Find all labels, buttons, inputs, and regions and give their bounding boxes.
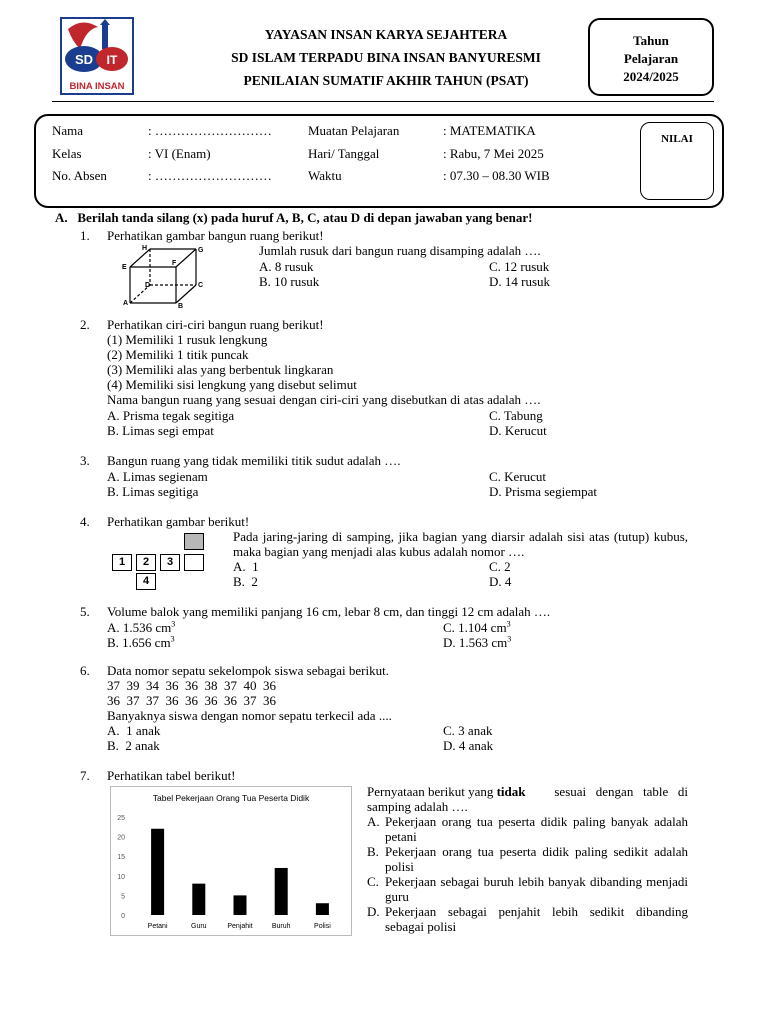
net-cell-4: 4 [136,573,156,590]
vertex-g-label: G [198,247,204,254]
score-box[interactable] [640,122,714,200]
bar-petani [151,829,164,915]
waktu-label: Waktu [308,168,342,183]
q3-option-b[interactable]: B. Limas segitiga [107,484,199,499]
q2-item-4: (4) Memiliki sisi lengkung yang disebut selimut [107,377,357,392]
hari-label: Hari/ Tanggal [308,146,380,161]
q2-item-1: (1) Memiliki 1 rusuk lengkung [107,332,268,347]
q7-number: 7. [80,768,90,783]
x-tick-label: Penjahit [227,923,253,930]
year-label-2: Pelajaran [623,51,679,66]
q5-option-b[interactable]: B. 1.656 $cm^3$ [107,634,175,650]
logo-it-text: IT [106,53,118,67]
nama-field[interactable]: : ……………………… [148,123,272,138]
q2-option-b[interactable]: B. Limas segi empat [107,423,214,438]
net-cell-2: 2 [136,554,156,571]
logo-sd-text: SD [74,52,94,67]
vertex-h-label: H [142,245,148,252]
q1-option-c[interactable]: C. 12 rusuk [489,259,550,274]
q5-text: Volume balok yang memiliki panjang 16 cm, lebar 8 cm, dan tinggi 12 cm adalah …. [107,604,551,619]
waktu-value: : 07.30 – 08.30 WIB [443,168,550,183]
q2-text: Perhatikan ciri-ciri bangun ruang berikut! [107,317,324,332]
school-year-box [588,18,714,96]
logo-bottom-text: BINA INSAN [69,81,125,92]
q1-option-a[interactable]: A. 8 rusuk [259,259,314,274]
q4-option-c[interactable]: C. 2 [489,559,511,574]
q7-option-d-letter[interactable]: D. [367,904,380,919]
foundation-name: YAYASAN INSAN KARYA SEJAHTERA [264,27,508,42]
year-label-1: Tahun [633,33,669,48]
net-cell-blank [184,554,204,571]
q6-text: Data nomor sepatu sekelompok siswa sebagai berikut. [107,663,389,678]
q4-option-d[interactable]: D. 4 [489,574,512,589]
exam-title: PENILAIAN SUMATIF AKHIR TAHUN (PSAT) [243,73,529,88]
q3-text: Bangun ruang yang tidak memiliki titik sudut adalah …. [107,453,401,468]
muatan-value: : MATEMATIKA [443,123,536,138]
x-tick-label: Buruh [271,923,291,930]
q6-question: Banyaknya siswa dengan nomor sepatu terkecil ada .... [107,708,392,723]
q1-text: Perhatikan gambar bangun ruang berikut! [107,228,324,243]
y-tick-label: 10 [117,873,125,881]
q7-question: sesuai dengan table di samping adalah …. [367,784,689,814]
q3-number: 3. [80,453,90,468]
q5-option-c[interactable]: C. 1.104 $cm^3$ [443,619,511,635]
q2-item-2: (2) Memiliki 1 titik puncak [107,347,249,362]
q1-question: Jumlah rusuk dari bangun ruang disamping adalah …. [259,243,541,258]
vertex-b-label: B [178,303,184,309]
q3-option-d[interactable]: D. Prisma segiempat [489,484,597,499]
q7-option-a-letter[interactable]: A. [367,814,380,829]
y-tick-label: 15 [117,854,125,862]
x-tick-label: Polisi [314,923,331,930]
net-cell-1: 1 [112,554,132,571]
q6-option-d[interactable]: D. 4 anak [443,738,494,753]
muatan-label: Muatan Pelajaran [308,123,400,138]
q4-option-a[interactable]: A. 1 [233,559,259,574]
q4-number: 4. [80,514,90,529]
q6-data-row-1: 37 39 34 36 36 38 37 40 36 [107,678,276,693]
q4-option-b[interactable]: B. 2 [233,574,258,589]
hari-value: : Rabu, 7 Mei 2025 [443,146,544,161]
net-shaded-cell [184,533,204,550]
q1-cuboid-figure [118,243,210,313]
q7-option-b[interactable]: Pekerjaan orang tua peserta didik paling sedikit adalah polisi [385,844,688,874]
q7-bar-chart [110,786,352,936]
vertex-e-label: E [122,264,127,271]
q2-option-a[interactable]: A. Prisma tegak segitiga [107,408,235,423]
net-cell-3: 3 [160,554,180,571]
y-tick-label: 5 [121,893,125,901]
x-tick-label: Petani [147,923,168,930]
vertex-c-label: C [198,282,204,289]
kelas-value: : VI (Enam) [148,146,211,161]
q3-option-a[interactable]: A. Limas segienam [107,469,208,484]
q5-option-a[interactable]: A. 1.536 $cm^3$ [107,619,176,635]
y-tick-label: 25 [117,815,125,822]
q3-option-c[interactable]: C. Kerucut [489,469,547,484]
q7-option-c-letter[interactable]: C. [367,874,379,889]
q2-question: Nama bangun ruang yang sesuai dengan ciri-ciri yang disebutkan di atas adalah …. [107,392,541,407]
absen-field[interactable]: : ……………………… [148,168,272,183]
x-tick-label: Guru [191,923,207,930]
y-tick-label: 20 [117,834,125,842]
y-tick-label: 0 [121,913,125,920]
section-a-instruction: A. Berilah tanda silang (x) pada huruf A, B, C, atau D di depan jawaban yang benar! [55,210,533,225]
vertex-a-label: A [123,300,129,307]
q1-number: 1. [80,228,90,243]
absen-label: No. Absen [52,168,107,183]
chart-title: Tabel Pekerjaan Orang Tua Peserta Didik [152,793,310,803]
year-value: 2024/2025 [623,69,679,84]
nama-label: Nama [52,123,84,138]
bar-buruh [275,868,288,915]
q6-option-b[interactable]: B. 2 anak [107,738,160,753]
school-name: SD ISLAM TERPADU BINA INSAN BANYURESMI [231,50,541,65]
q1-option-b[interactable]: B. 10 rusuk [259,274,320,289]
q7-text: Perhatikan tabel berikut! [107,768,236,783]
score-label: NILAI [661,133,693,145]
vertex-f-label: F [172,260,177,267]
q7-option-c[interactable]: Pekerjaan sebagai buruh lebih banyak dibanding menjadi guru [385,874,688,904]
q2-item-3: (3) Memiliki alas yang berbentuk lingkaran [107,362,334,377]
q2-option-d[interactable]: D. Kerucut [489,423,547,438]
q2-number: 2. [80,317,90,332]
bar-polisi [316,903,329,915]
q7-option-d[interactable]: Pekerjaan sebagai penjahit lebih sedikit dibanding sebagai polisi [385,904,688,934]
bar-guru [192,884,205,915]
q4-text: Perhatikan gambar berikut! [107,514,250,529]
q6-option-c[interactable]: C. 3 anak [443,723,493,738]
school-logo [60,17,134,95]
q5-option-d[interactable]: D. 1.563 $cm^3$ [443,634,512,650]
q2-option-c[interactable]: C. Tabung [489,408,543,423]
q6-data-row-2: 36 37 37 36 36 36 36 37 36 [107,693,276,708]
q6-number: 6. [80,663,90,678]
q4-question: Pada jaring-jaring di samping, jika bagian yang diarsir adalah sisi atas (tutup) kubus, maka bagian yang menjadi alas kubus adalah nomor …. [233,529,688,559]
bar-penjahit [234,895,247,915]
q1-option-d[interactable]: D. 14 rusuk [489,274,551,289]
q6-option-a[interactable]: A. 1 anak [107,723,161,738]
kelas-label: Kelas [52,146,82,161]
q7-option-b-letter[interactable]: B. [367,844,379,859]
q7-option-a[interactable]: Pekerjaan orang tua peserta didik paling banyak adalah petani [385,814,688,844]
header-divider [52,101,714,102]
q5-number: 5. [80,604,90,619]
q7-question-line: Pernyataan berikut yang tidak [367,784,526,799]
vertex-d-label: D [145,282,151,289]
q4-cube-net [112,533,208,591]
